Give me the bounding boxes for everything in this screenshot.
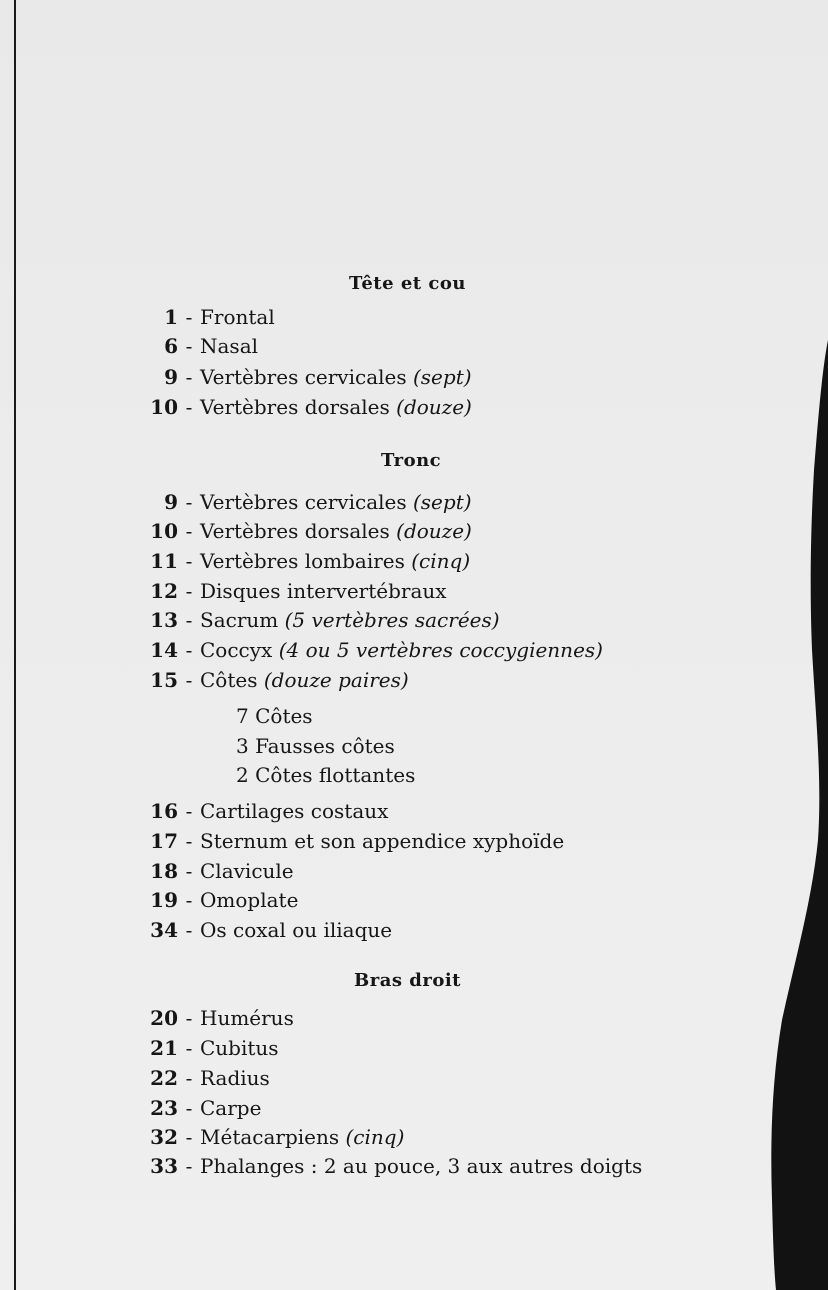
sub-item-count: 3	[236, 734, 249, 758]
item-label: Cubitus	[200, 1036, 279, 1060]
list-item: 22 - Radius	[140, 1068, 270, 1088]
list-item: 11 - Vertèbres lombaires (cinq)	[140, 551, 470, 571]
item-label: Disques intervertébraux	[200, 579, 447, 603]
list-item: 21 - Cubitus	[140, 1038, 279, 1058]
item-number: 21	[150, 1036, 178, 1060]
section-title-bras-droit: Bras droit	[354, 970, 461, 991]
item-number: 14	[150, 638, 178, 662]
list-item: 33 - Phalanges : 2 au pouce, 3 aux autres doigts	[140, 1156, 642, 1176]
item-number: 32	[150, 1125, 178, 1149]
item-label: Os coxal ou iliaque	[200, 918, 393, 942]
item-label: Côtes	[200, 668, 258, 692]
item-number: 11	[150, 549, 178, 573]
list-item: 12 - Disques intervertébraux	[140, 581, 447, 601]
item-label: Vertèbres cervicales	[200, 490, 407, 514]
sub-item	[236, 765, 415, 785]
item-number: 20	[150, 1006, 178, 1030]
item-label: Nasal	[200, 334, 259, 358]
item-note: (douze paires)	[263, 668, 409, 692]
list-item: 23 - Carpe	[140, 1098, 261, 1118]
list-item: 9 - Vertèbres cervicales (sept)	[140, 492, 472, 512]
item-label: Omoplate	[200, 888, 299, 912]
item-label: Coccyx	[200, 638, 273, 662]
item-label: Radius	[200, 1066, 270, 1090]
section-title-tronc: Tronc	[381, 450, 442, 471]
item-label: Cartilages costaux	[200, 799, 389, 823]
item-number: 34	[150, 918, 178, 942]
sub-item-count: 2	[236, 763, 249, 787]
item-number: 9	[164, 490, 178, 514]
item-number: 10	[150, 519, 178, 543]
list-item: 18 - Clavicule	[140, 861, 294, 881]
list-item: 15 - Côtes (douze paires)	[140, 670, 409, 690]
item-note: (sept)	[412, 490, 472, 514]
list-item: 16 - Cartilages costaux	[140, 801, 388, 821]
item-label: Vertèbres dorsales	[200, 519, 390, 543]
item-label: Clavicule	[200, 859, 294, 883]
list-item: 34 - Os coxal ou iliaque	[140, 920, 392, 940]
item-note: (cinq)	[345, 1125, 405, 1149]
list-item: 1 - Frontal	[140, 307, 275, 327]
item-number: 18	[150, 859, 178, 883]
list-item: 19 - Omoplate	[140, 890, 298, 910]
item-number: 15	[150, 668, 178, 692]
sub-item-count: 7	[236, 704, 249, 728]
item-label: Humérus	[200, 1006, 294, 1030]
item-label: Vertèbres cervicales	[200, 365, 407, 389]
item-number: 23	[150, 1096, 178, 1120]
item-number: 16	[150, 799, 178, 823]
list-item: 13 - Sacrum (5 vertèbres sacrées)	[140, 610, 500, 630]
item-note: (5 vertèbres sacrées)	[284, 608, 500, 632]
list-item: 32 - Métacarpiens (cinq)	[140, 1127, 404, 1147]
list-item: 20 - Humérus	[140, 1008, 294, 1028]
item-label: Vertèbres dorsales	[200, 395, 390, 419]
item-note: (cinq)	[411, 549, 471, 573]
item-number: 19	[150, 888, 178, 912]
item-label: Métacarpiens	[200, 1125, 340, 1149]
list-item: 17 - Sternum et son appendice xyphoïde	[140, 831, 564, 851]
item-number: 17	[150, 829, 178, 853]
item-label: Carpe	[200, 1096, 262, 1120]
sub-item	[236, 736, 395, 756]
sub-item-label: Fausses côtes	[255, 734, 395, 758]
item-note: (4 ou 5 vertèbres coccygiennes)	[278, 638, 603, 662]
sub-item-label: Côtes flottantes	[255, 763, 416, 787]
item-note: (sept)	[412, 365, 472, 389]
list-item: 14 - Coccyx (4 ou 5 vertèbres coccygiennes)	[140, 640, 603, 660]
item-number: 13	[150, 608, 178, 632]
item-label: Phalanges : 2 au pouce, 3 aux autres doigts	[200, 1154, 643, 1178]
item-label: Sacrum	[200, 608, 279, 632]
list-item: 10 - Vertèbres dorsales (douze)	[140, 521, 472, 541]
item-number: 33	[150, 1154, 178, 1178]
item-note: (douze)	[396, 395, 472, 419]
item-number: 9	[164, 365, 178, 389]
sub-item-label: Côtes	[255, 704, 313, 728]
list-item: 6 - Nasal	[140, 336, 258, 356]
item-label: Frontal	[200, 305, 275, 329]
sub-item	[236, 706, 313, 726]
item-number: 6	[164, 334, 178, 358]
item-number: 12	[150, 579, 178, 603]
item-number: 1	[164, 305, 178, 329]
list-item: 10 - Vertèbres dorsales (douze)	[140, 397, 472, 417]
item-label: Vertèbres lombaires	[200, 549, 405, 573]
item-note: (douze)	[396, 519, 472, 543]
section-title-tete-et-cou: Tête et cou	[349, 273, 466, 294]
item-number: 22	[150, 1066, 178, 1090]
item-number: 10	[150, 395, 178, 419]
item-label: Sternum et son appendice xyphoïde	[200, 829, 565, 853]
list-item: 9 - Vertèbres cervicales (sept)	[140, 367, 472, 387]
